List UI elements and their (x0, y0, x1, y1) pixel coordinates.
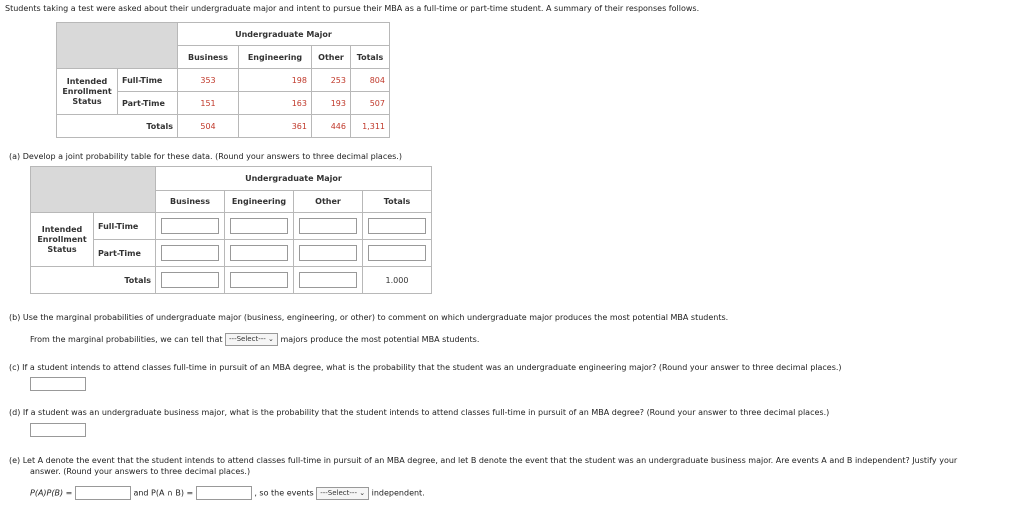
table-cell: 804 (351, 69, 390, 92)
row-label: Totals (57, 115, 178, 138)
row-label: Part-Time (118, 92, 178, 115)
papb-label: P(A)P(B) = (30, 488, 73, 498)
part-c-answer-input[interactable] (30, 377, 86, 391)
table-cell: 507 (351, 92, 390, 115)
parttime-business-cell (156, 240, 225, 267)
total-other-cell (294, 267, 363, 294)
row-group-label: Intended Enrollment Status (31, 213, 94, 267)
table-cell: 163 (239, 92, 312, 115)
total-engineering-input[interactable] (230, 272, 288, 288)
table-cell: 1,311 (351, 115, 390, 138)
total-engineering-cell (225, 267, 294, 294)
fulltime-engineering-cell (225, 213, 294, 240)
pand-label: and P(A ∩ B) = (133, 488, 194, 498)
part-e-prompt-line1: (e) Let A denote the event that the student intends to attend classes full-time in pursuit of an MBA degree, and let B denote the event that the student was an undergraduate business major. Are events A and B independent? Justify your (9, 456, 958, 465)
col-header: Engineering (225, 191, 294, 213)
col-header: Business (156, 191, 225, 213)
part-e-prompt-line2: answer. (Round your answers to three decimal places.) (30, 467, 251, 476)
part-b-sentence-end: majors produce the most potential MBA students. (280, 335, 480, 344)
part-a-prompt: (a) Develop a joint probability table for these data. (Round your answers to three decimal places.) (9, 152, 402, 161)
fulltime-other-input[interactable] (299, 218, 357, 234)
row-group-label: Intended Enrollment Status (57, 69, 118, 115)
part-b-select-label: ---Select--- (229, 335, 266, 343)
part-d-answer-input[interactable] (30, 423, 86, 437)
intro-text: Students taking a test were asked about their undergraduate major and intent to pursue their MBA as a full-time or part-time student. A summary of their responses follows. (5, 4, 700, 13)
survey-summary-table (56, 22, 390, 138)
col-header: Other (312, 46, 351, 69)
parttime-total-input[interactable] (368, 245, 426, 261)
corner-cell (57, 23, 178, 69)
total-business-input[interactable] (161, 272, 219, 288)
corner-cell (31, 167, 156, 213)
grand-total: 1.000 (363, 267, 432, 294)
total-business-cell (156, 267, 225, 294)
col-header: Other (294, 191, 363, 213)
part-c-prompt: (c) If a student intends to attend classes full-time in pursuit of an MBA degree, what is the probability that the student was an undergraduate engineering major? (Round your answer to three decimal places.) (9, 363, 842, 372)
part-b-sentence-start: From the marginal probabilities, we can tell that (30, 335, 223, 344)
row-label: Part-Time (94, 240, 156, 267)
parttime-other-cell (294, 240, 363, 267)
independent-label: independent. (371, 488, 425, 498)
part-b-answer-line (30, 333, 479, 346)
fulltime-other-cell (294, 213, 363, 240)
pand-input[interactable] (196, 486, 252, 500)
row-label: Full-Time (94, 213, 156, 240)
parttime-engineering-input[interactable] (230, 245, 288, 261)
parttime-other-input[interactable] (299, 245, 357, 261)
part-b-prompt: (b) Use the marginal probabilities of undergraduate major (business, engineering, or other) to comment on which undergraduate major produces the most potential MBA students. (9, 313, 729, 322)
table-cell: 193 (312, 92, 351, 115)
independence-select[interactable] (316, 487, 369, 500)
col-header: Totals (351, 46, 390, 69)
parttime-engineering-cell (225, 240, 294, 267)
part-e-answer-line (30, 486, 425, 500)
table-cell: 198 (239, 69, 312, 92)
chevron-down-icon: ⌄ (268, 335, 274, 343)
chevron-down-icon: ⌄ (359, 488, 366, 497)
table-cell: 361 (239, 115, 312, 138)
fulltime-business-input[interactable] (161, 218, 219, 234)
group-header: Undergraduate Major (156, 167, 432, 191)
independence-select-label: ---Select--- (320, 488, 357, 497)
table-cell: 353 (178, 69, 239, 92)
papb-input[interactable] (75, 486, 131, 500)
group-header: Undergraduate Major (178, 23, 390, 46)
table-cell: 151 (178, 92, 239, 115)
part-b-major-select[interactable] (225, 333, 278, 346)
so-events-label: , so the events (254, 488, 314, 498)
parttime-business-input[interactable] (161, 245, 219, 261)
col-header: Business (178, 46, 239, 69)
col-header: Totals (363, 191, 432, 213)
joint-probability-table (30, 166, 432, 294)
table-cell: 253 (312, 69, 351, 92)
table-cell: 504 (178, 115, 239, 138)
row-label: Full-Time (118, 69, 178, 92)
part-d-prompt: (d) If a student was an undergraduate business major, what is the probability that the student intends to attend classes full-time in pursuit of an MBA degree? (Round your answer to three decimal places.) (9, 408, 830, 417)
total-other-input[interactable] (299, 272, 357, 288)
table-cell: 446 (312, 115, 351, 138)
fulltime-engineering-input[interactable] (230, 218, 288, 234)
parttime-total-cell (363, 240, 432, 267)
fulltime-total-input[interactable] (368, 218, 426, 234)
fulltime-business-cell (156, 213, 225, 240)
col-header: Engineering (239, 46, 312, 69)
row-label: Totals (31, 267, 156, 294)
fulltime-total-cell (363, 213, 432, 240)
